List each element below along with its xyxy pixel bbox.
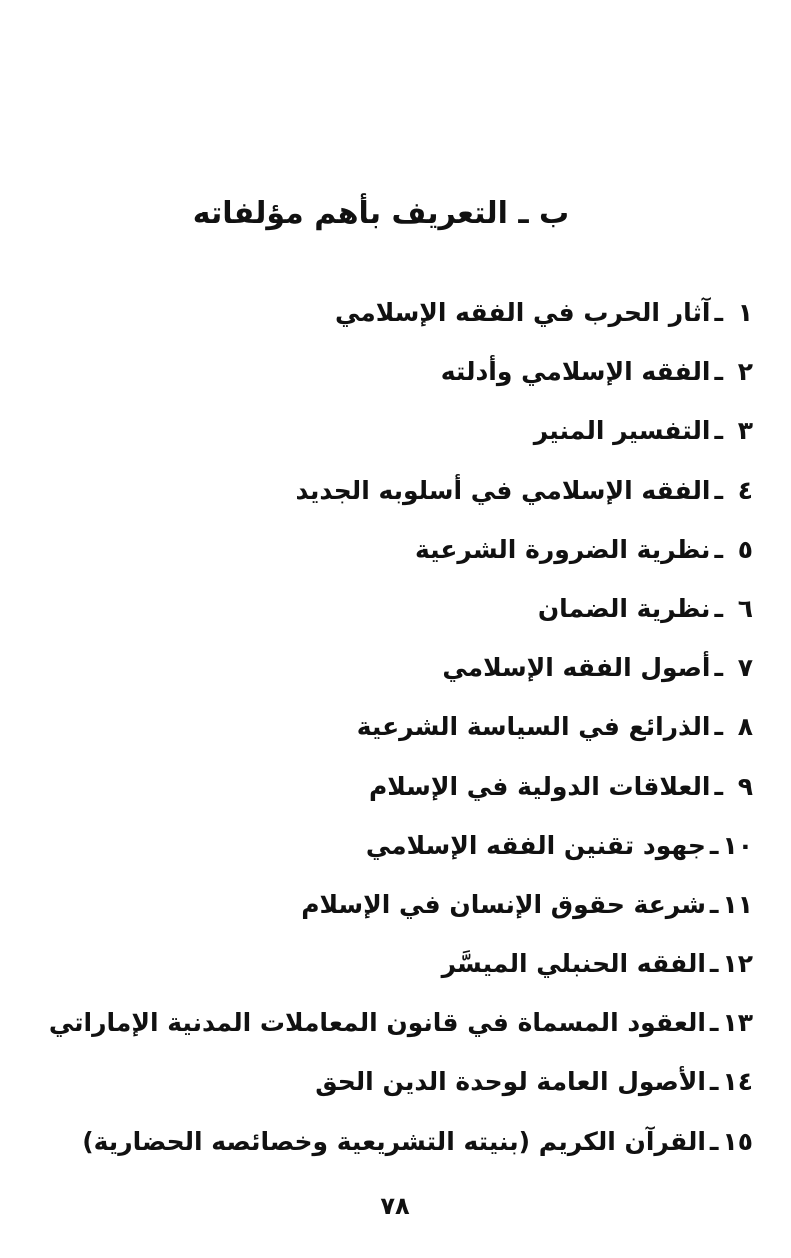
work-separator: ـ [709,1067,719,1097]
work-item [33,1057,753,1116]
work-number: ١٥ [722,1126,753,1156]
work-item [33,880,753,939]
work-number: ٦ [737,593,753,623]
work-item [33,821,753,880]
work-separator: ـ [709,1126,719,1156]
work-item [33,347,753,406]
work-number: ١٣ [722,1008,753,1038]
page-number: ٧٨ [380,1192,410,1220]
work-separator: ـ [709,889,719,919]
work-item [33,998,753,1057]
work-title: القرآن الكريم (بنيته التشريعية وخصائصه الحضارية) [82,1126,706,1156]
work-number: ١١ [722,889,753,919]
work-separator: ـ [714,357,723,387]
work-number: ٤ [737,475,753,505]
work-number: ٥ [737,534,753,564]
work-number: ٣ [737,416,753,446]
work-item [33,1117,753,1176]
works-list [33,288,753,1176]
work-separator: ـ [714,534,723,564]
work-item [33,406,753,465]
work-number: ١ [737,298,753,327]
work-item [33,525,753,584]
work-title: الأصول العامة لوحدة الدين الحق [315,1067,706,1097]
work-number: ٩ [737,771,753,801]
work-separator: ـ [714,416,723,446]
work-title: نظرية الضرورة الشرعية [414,534,711,564]
work-separator: ـ [714,771,723,801]
work-title: الفقه الحنبلي الميسَّر [441,949,706,979]
work-title: نظرية الضمان [537,593,711,623]
work-item [33,702,753,761]
work-item [33,762,753,821]
work-number: ١٤ [722,1067,753,1097]
work-separator: ـ [709,949,719,979]
work-separator: ـ [714,653,723,683]
work-number: ٨ [737,712,753,742]
work-item [33,584,753,643]
work-separator: ـ [714,593,723,623]
work-separator: ـ [714,712,723,742]
work-separator: ـ [714,298,723,327]
work-separator: ـ [714,475,723,505]
section-title: ب ـ التعريف بأهم مؤلفاته [192,196,570,231]
work-item [33,288,753,347]
work-number: ٧ [737,653,753,683]
work-title: أصول الفقه الإسلامي [442,653,711,683]
work-title: التفسير المنير [533,416,711,446]
work-number: ٢ [737,357,753,387]
work-title: الذرائع في السياسة الشرعية [356,712,711,742]
work-separator: ـ [709,830,719,860]
work-item [33,939,753,998]
work-number: ١٢ [722,949,753,979]
work-title: شرعة حقوق الإنسان في الإسلام [301,889,706,919]
work-title: الفقه الإسلامي وأدلته [440,357,711,387]
work-title: العقود المسماة في قانون المعاملات المدنية الإماراتي [48,1008,706,1038]
work-title: جهود تقنين الفقه الإسلامي [365,830,706,860]
work-title: العلاقات الدولية في الإسلام [368,771,711,801]
work-number: ١٠ [722,830,753,860]
work-title: آثار الحرب في الفقه الإسلامي [334,298,711,327]
work-item [33,466,753,525]
work-title: الفقه الإسلامي في أسلوبه الجديد [295,475,711,505]
work-item [33,643,753,702]
work-separator: ـ [709,1008,719,1038]
